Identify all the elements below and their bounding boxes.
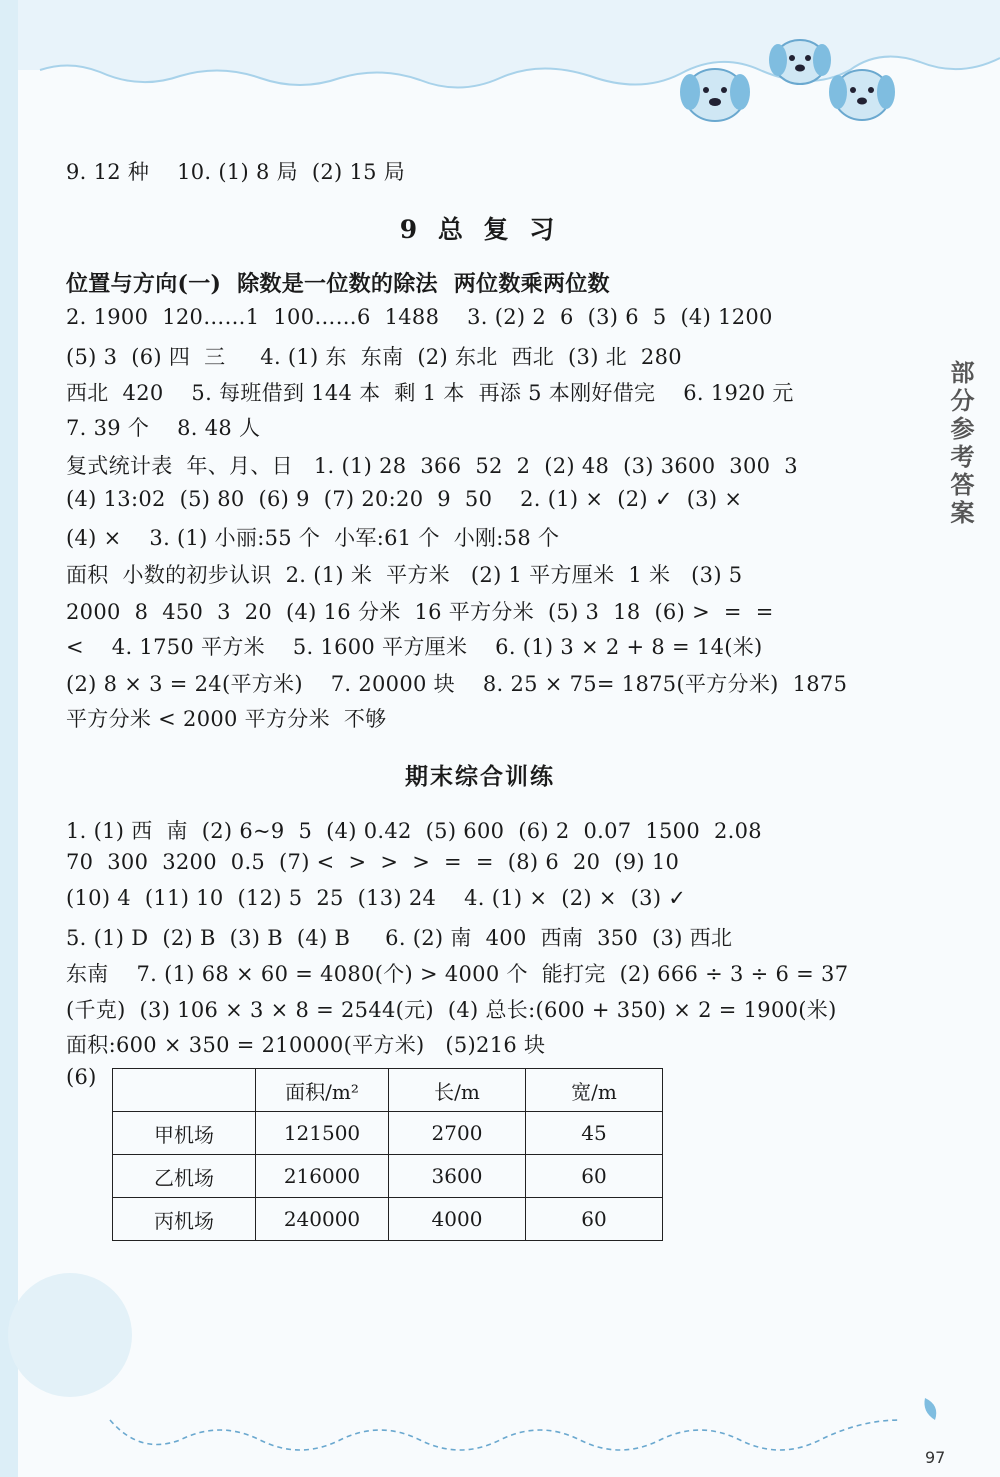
answer-line: 平方分米 < 2000 平方分米 不够 (66, 707, 387, 731)
page-number: 97 (925, 1448, 946, 1467)
table-header-row (113, 1069, 663, 1112)
answer-line: 2. 1900 120……1 100……6 1488 3. (2) 2 6 (3) 6 5 (4) 1200 (66, 305, 773, 329)
answer-line: (2) 8 × 3 = 24(平方米) 7. 20000 块 8. 25 × 75= 1875(平方分米) 1875 (66, 672, 848, 696)
table-cell: 60 (526, 1198, 663, 1241)
table-cell: 4000 (389, 1198, 526, 1241)
subsection-heading: 位置与方向(一) 除数是一位数的除法 两位数乘两位数 (66, 271, 610, 297)
answer-line: 7. 39 个 8. 48 人 (66, 416, 261, 440)
table-header-cell: 面积/m² (256, 1069, 389, 1112)
table-cell: 乙机场 (113, 1155, 256, 1198)
table-row (113, 1155, 663, 1198)
table-cell: 121500 (256, 1112, 389, 1155)
table-header-cell: 宽/m (526, 1069, 663, 1112)
table-cell: 60 (526, 1155, 663, 1198)
table-header-cell (113, 1069, 256, 1112)
section-title: 9 总 复 习 (399, 215, 561, 244)
table-row (113, 1198, 663, 1241)
table-cell: 2700 (389, 1112, 526, 1155)
table-header-cell: 长/m (389, 1069, 526, 1112)
answer-line: (4) × 3. (1) 小丽:55 个 小军:61 个 小刚:58 个 (66, 526, 560, 550)
section-title: 期末综合训练 (405, 763, 555, 790)
answer-line: 70 300 3200 0.5 (7) < > > > = = (8) 6 20 (9) 10 (66, 850, 680, 874)
table-cell: 丙机场 (113, 1198, 256, 1241)
airport-table (112, 1068, 663, 1241)
answer-line: (4) 13:02 (5) 80 (6) 9 (7) 20:20 9 50 2. (1) × (2) ✓ (3) × (66, 487, 743, 511)
table-cell: 240000 (256, 1198, 389, 1241)
answer-line: < 4. 1750 平方米 5. 1600 平方厘米 6. (1) 3 × 2 + 8 = 14(米) (66, 635, 763, 659)
answer-line: 复式统计表 年、月、日 1. (1) 28 366 52 2 (2) 48 (3) 3600 300 3 (66, 454, 798, 478)
answer-line: 9. 12 种 10. (1) 8 局 (2) 15 局 (66, 160, 406, 184)
answer-line: 东南 7. (1) 68 × 60 = 4080(个) > 4000 个 能打完 (2) 666 ÷ 3 ÷ 6 = 37 (66, 962, 849, 986)
answer-line: (千克) (3) 106 × 3 × 8 = 2544(元) (4) 总长:(600 + 350) × 2 = 1900(米) (66, 998, 837, 1022)
side-tab-label: 部分参考答案 (946, 360, 974, 528)
answer-line: 面积 小数的初步认识 2. (1) 米 平方米 (2) 1 平方厘米 1 米 (3) 5 (66, 563, 743, 587)
table-cell: 3600 (389, 1155, 526, 1198)
answer-line: (6) (66, 1065, 97, 1089)
table-cell: 甲机场 (113, 1112, 256, 1155)
table-cell: 45 (526, 1112, 663, 1155)
table-cell: 216000 (256, 1155, 389, 1198)
answer-line: 1. (1) 西 南 (2) 6~9 5 (4) 0.42 (5) 600 (6) 2 0.07 1500 2.08 (66, 819, 762, 843)
answer-line: (5) 3 (6) 四 三 4. (1) 东 东南 (2) 东北 西北 (3) 北 280 (66, 345, 682, 369)
table-row (113, 1112, 663, 1155)
puppy-icon (829, 70, 895, 120)
answer-line: 2000 8 450 3 20 (4) 16 分米 16 平方分米 (5) 3 18 (6) > = = (66, 600, 774, 624)
answer-line: 面积:600 × 350 = 210000(平方米) (5)216 块 (66, 1033, 546, 1057)
answer-line: (10) 4 (11) 10 (12) 5 25 (13) 24 4. (1) × (2) × (3) ✓ (66, 886, 687, 910)
answer-line: 西北 420 5. 每班借到 144 本 剩 1 本 再添 5 本刚好借完 6. 1920 元 (66, 381, 794, 405)
puppy-icon (680, 69, 750, 121)
answer-line: 5. (1) D (2) B (3) B (4) B 6. (2) 南 400 西南 350 (3) 西北 (66, 926, 733, 950)
